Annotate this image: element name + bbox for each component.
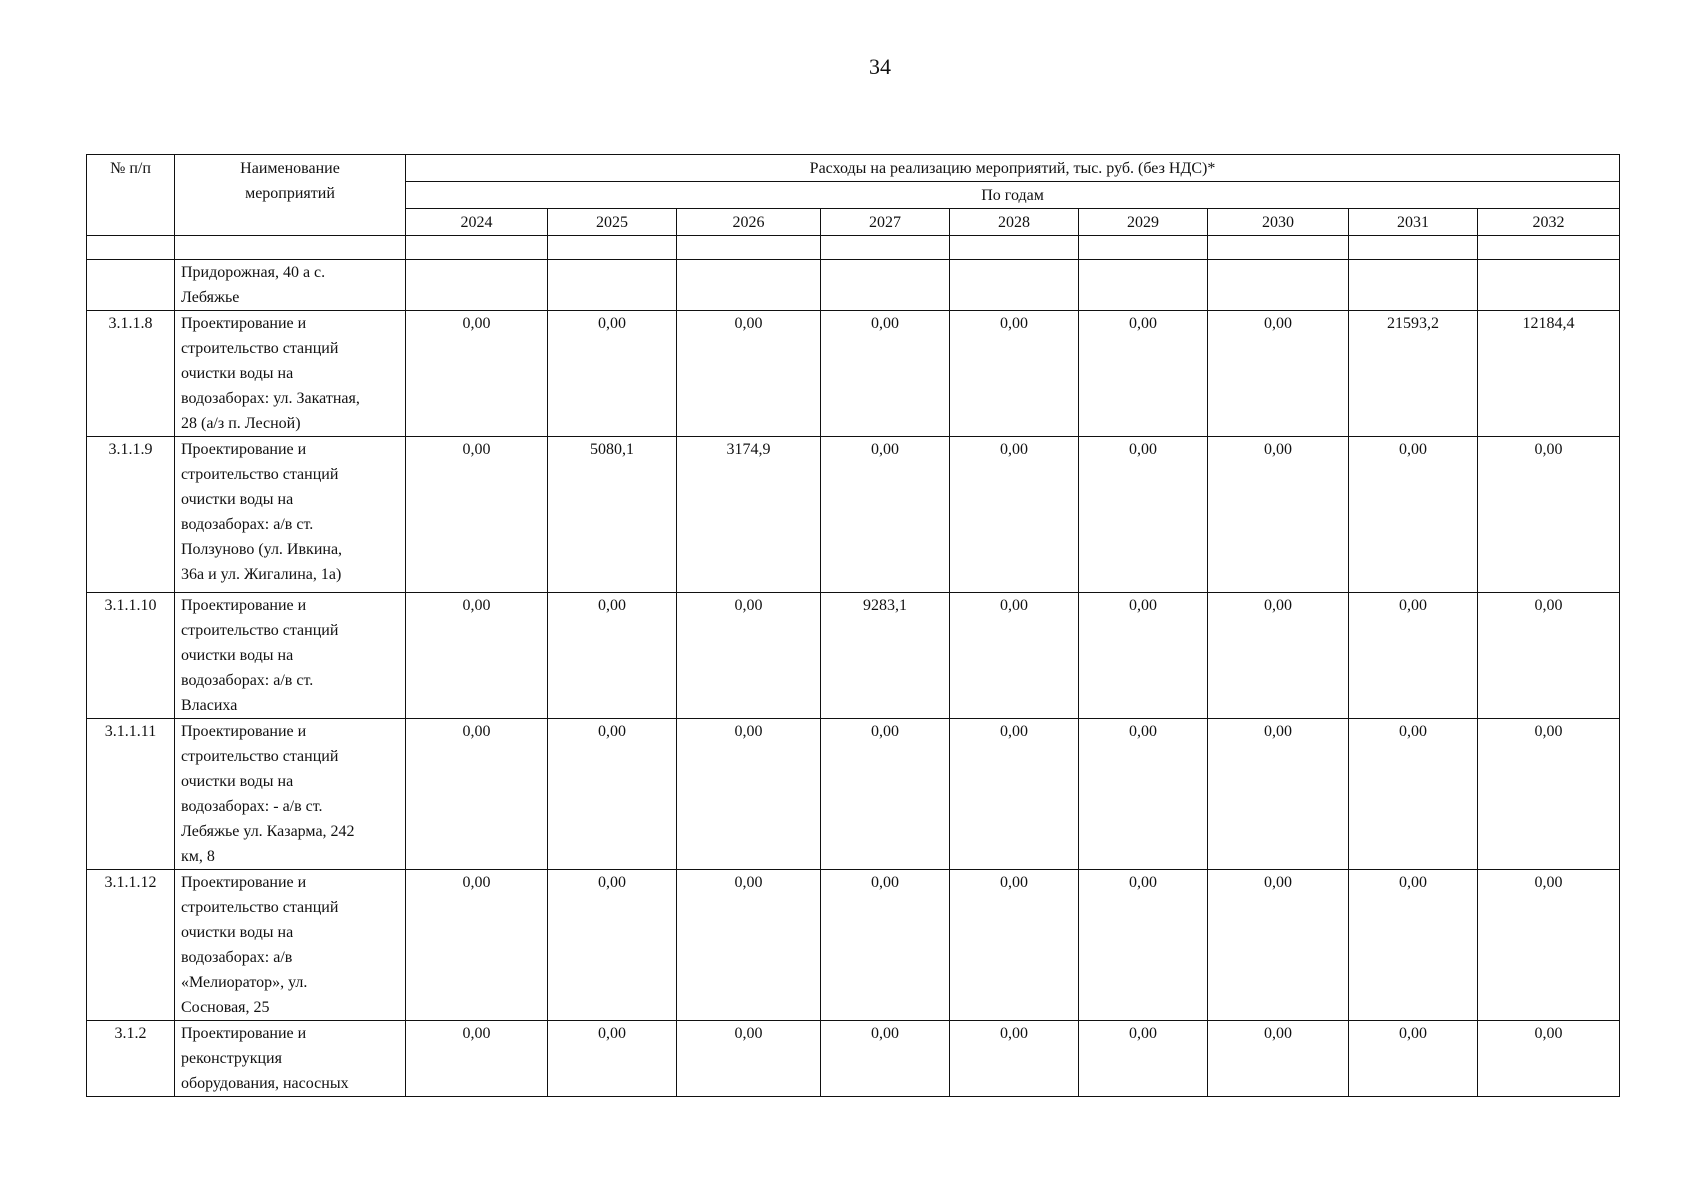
row-value: 0,00 bbox=[1079, 593, 1208, 719]
table-row bbox=[87, 311, 1620, 437]
row-value: 0,00 bbox=[950, 311, 1079, 437]
row-value: 0,00 bbox=[406, 593, 548, 719]
row-value: 0,00 bbox=[1079, 1021, 1208, 1097]
row-value: 0,00 bbox=[1208, 1021, 1349, 1097]
row-name-line: строительство станций bbox=[181, 622, 339, 639]
row-value: 0,00 bbox=[1208, 593, 1349, 719]
header-year: 2028 bbox=[950, 209, 1079, 236]
header-year: 2030 bbox=[1208, 209, 1349, 236]
row-name-line: Проектирование и bbox=[181, 723, 307, 740]
row-number: 3.1.2 bbox=[87, 1021, 175, 1097]
row-name-line: 28 (а/з п. Лесной) bbox=[181, 415, 301, 432]
row-name bbox=[175, 593, 406, 719]
row-name-line: реконструкция bbox=[181, 1050, 282, 1067]
row-name bbox=[175, 311, 406, 437]
row-name-line: Проектирование и bbox=[181, 597, 307, 614]
budget-table bbox=[86, 154, 1620, 1097]
table-row bbox=[87, 437, 1620, 593]
row-name-line: Лебяжье ул. Казарма, 242 bbox=[181, 823, 355, 840]
row-number bbox=[87, 260, 175, 311]
row-value: 0,00 bbox=[406, 311, 548, 437]
row-name-line: очистки воды на bbox=[181, 924, 294, 941]
row-name-line: водозаборах: а/в ст. bbox=[181, 516, 314, 533]
row-value: 0,00 bbox=[677, 593, 821, 719]
row-value: 0,00 bbox=[677, 1021, 821, 1097]
row-name-line: Лебяжье bbox=[181, 289, 240, 306]
row-name-line: водозаборах: а/в bbox=[181, 949, 293, 966]
row-value bbox=[1349, 260, 1478, 311]
empty-cell bbox=[950, 236, 1079, 260]
empty-cell bbox=[821, 236, 950, 260]
row-value: 0,00 bbox=[406, 437, 548, 593]
empty-cell bbox=[406, 236, 548, 260]
header-costs: Расходы на реализацию мероприятий, тыс. руб. (без НДС)* bbox=[406, 155, 1620, 182]
row-name-line: Проектирование и bbox=[181, 441, 307, 458]
header-year: 2026 bbox=[677, 209, 821, 236]
table-row bbox=[87, 593, 1620, 719]
row-value: 0,00 bbox=[821, 1021, 950, 1097]
row-name-line: строительство станций bbox=[181, 748, 339, 765]
row-value: 0,00 bbox=[950, 593, 1079, 719]
row-value: 0,00 bbox=[1349, 437, 1478, 593]
row-value: 0,00 bbox=[548, 719, 677, 870]
row-value bbox=[821, 260, 950, 311]
row-number: 3.1.1.10 bbox=[87, 593, 175, 719]
row-value bbox=[406, 260, 548, 311]
row-value: 0,00 bbox=[1349, 1021, 1478, 1097]
row-value: 0,00 bbox=[1208, 437, 1349, 593]
row-value: 0,00 bbox=[1478, 437, 1620, 593]
row-name-line: водозаборах: - а/в ст. bbox=[181, 798, 323, 815]
row-name-line: км, 8 bbox=[181, 848, 215, 865]
table-row bbox=[87, 719, 1620, 870]
row-name-line: очистки воды на bbox=[181, 491, 294, 508]
row-value: 0,00 bbox=[1208, 719, 1349, 870]
header-year: 2031 bbox=[1349, 209, 1478, 236]
row-value: 0,00 bbox=[406, 1021, 548, 1097]
row-value: 0,00 bbox=[548, 1021, 677, 1097]
table-row bbox=[87, 260, 1620, 311]
row-name-line: водозаборах: а/в ст. bbox=[181, 672, 314, 689]
header-year: 2032 bbox=[1478, 209, 1620, 236]
row-value: 5080,1 bbox=[548, 437, 677, 593]
row-value: 0,00 bbox=[1478, 1021, 1620, 1097]
row-name-line: Проектирование и bbox=[181, 1025, 307, 1042]
row-name-line: Власиха bbox=[181, 697, 238, 714]
row-value: 0,00 bbox=[950, 870, 1079, 1021]
row-value: 0,00 bbox=[950, 437, 1079, 593]
row-name-line: Проектирование и bbox=[181, 315, 307, 332]
row-name-line: 36а и ул. Жигалина, 1а) bbox=[181, 566, 342, 583]
row-value: 0,00 bbox=[548, 311, 677, 437]
row-value: 0,00 bbox=[1349, 593, 1478, 719]
header-spacer-row bbox=[87, 236, 1620, 260]
header-name-line: мероприятий bbox=[245, 185, 335, 202]
row-name bbox=[175, 260, 406, 311]
table-header bbox=[87, 155, 1620, 260]
header-name bbox=[175, 155, 406, 236]
row-name-line: очистки воды на bbox=[181, 647, 294, 664]
row-value: 0,00 bbox=[406, 719, 548, 870]
header-num: № п/п bbox=[87, 155, 175, 236]
row-value: 0,00 bbox=[1208, 311, 1349, 437]
header-year: 2024 bbox=[406, 209, 548, 236]
row-value bbox=[1208, 260, 1349, 311]
empty-cell bbox=[175, 236, 406, 260]
row-value: 0,00 bbox=[1478, 719, 1620, 870]
header-year: 2027 bbox=[821, 209, 950, 236]
row-name-line: Проектирование и bbox=[181, 874, 307, 891]
empty-cell bbox=[1208, 236, 1349, 260]
row-name bbox=[175, 437, 406, 593]
row-value: 0,00 bbox=[548, 870, 677, 1021]
row-number: 3.1.1.8 bbox=[87, 311, 175, 437]
row-name-line: Сосновая, 25 bbox=[181, 999, 270, 1016]
table-body bbox=[87, 260, 1620, 1097]
empty-cell bbox=[548, 236, 677, 260]
row-value: 3174,9 bbox=[677, 437, 821, 593]
row-name-line: очистки воды на bbox=[181, 365, 294, 382]
header-year: 2029 bbox=[1079, 209, 1208, 236]
row-value: 0,00 bbox=[548, 593, 677, 719]
row-value bbox=[548, 260, 677, 311]
row-name bbox=[175, 719, 406, 870]
page-number: 34 bbox=[869, 54, 891, 79]
empty-cell bbox=[677, 236, 821, 260]
empty-cell bbox=[1079, 236, 1208, 260]
row-value: 0,00 bbox=[1349, 719, 1478, 870]
row-number: 3.1.1.12 bbox=[87, 870, 175, 1021]
row-name-line: очистки воды на bbox=[181, 773, 294, 790]
row-value: 0,00 bbox=[677, 311, 821, 437]
row-value: 0,00 bbox=[1079, 719, 1208, 870]
table-row bbox=[87, 870, 1620, 1021]
row-name-line: Придорожная, 40 а с. bbox=[181, 264, 326, 281]
table-row bbox=[87, 1021, 1620, 1097]
row-value: 0,00 bbox=[406, 870, 548, 1021]
row-value: 0,00 bbox=[1079, 437, 1208, 593]
row-value: 12184,4 bbox=[1478, 311, 1620, 437]
row-value: 0,00 bbox=[950, 719, 1079, 870]
row-name bbox=[175, 1021, 406, 1097]
row-value: 0,00 bbox=[677, 870, 821, 1021]
row-value bbox=[1079, 260, 1208, 311]
row-name-line: оборудования, насосных bbox=[181, 1075, 349, 1092]
row-number: 3.1.1.9 bbox=[87, 437, 175, 593]
row-value: 0,00 bbox=[821, 719, 950, 870]
row-name-line: строительство станций bbox=[181, 466, 339, 483]
row-value bbox=[950, 260, 1079, 311]
row-value: 0,00 bbox=[1478, 593, 1620, 719]
row-value: 0,00 bbox=[677, 719, 821, 870]
row-name-line: «Мелиоратор», ул. bbox=[181, 974, 308, 991]
header-name-line: Наименование bbox=[240, 160, 340, 177]
row-value: 0,00 bbox=[1079, 311, 1208, 437]
row-value: 0,00 bbox=[950, 1021, 1079, 1097]
row-value: 9283,1 bbox=[821, 593, 950, 719]
row-name bbox=[175, 870, 406, 1021]
row-number: 3.1.1.11 bbox=[87, 719, 175, 870]
row-value: 0,00 bbox=[1079, 870, 1208, 1021]
row-value: 0,00 bbox=[1208, 870, 1349, 1021]
row-name-line: водозаборах: ул. Закатная, bbox=[181, 390, 360, 407]
row-name-line: строительство станций bbox=[181, 899, 339, 916]
row-value: 0,00 bbox=[821, 437, 950, 593]
empty-cell bbox=[1478, 236, 1620, 260]
row-value bbox=[1478, 260, 1620, 311]
empty-cell bbox=[1349, 236, 1478, 260]
header-by-years: По годам bbox=[406, 182, 1620, 209]
row-value: 0,00 bbox=[1478, 870, 1620, 1021]
row-value bbox=[677, 260, 821, 311]
row-name-line: Ползуново (ул. Ивкина, bbox=[181, 541, 343, 558]
header-year: 2025 bbox=[548, 209, 677, 236]
row-value: 0,00 bbox=[821, 870, 950, 1021]
empty-cell bbox=[87, 236, 175, 260]
row-value: 21593,2 bbox=[1349, 311, 1478, 437]
row-value: 0,00 bbox=[1349, 870, 1478, 1021]
row-value: 0,00 bbox=[821, 311, 950, 437]
row-name-line: строительство станций bbox=[181, 340, 339, 357]
